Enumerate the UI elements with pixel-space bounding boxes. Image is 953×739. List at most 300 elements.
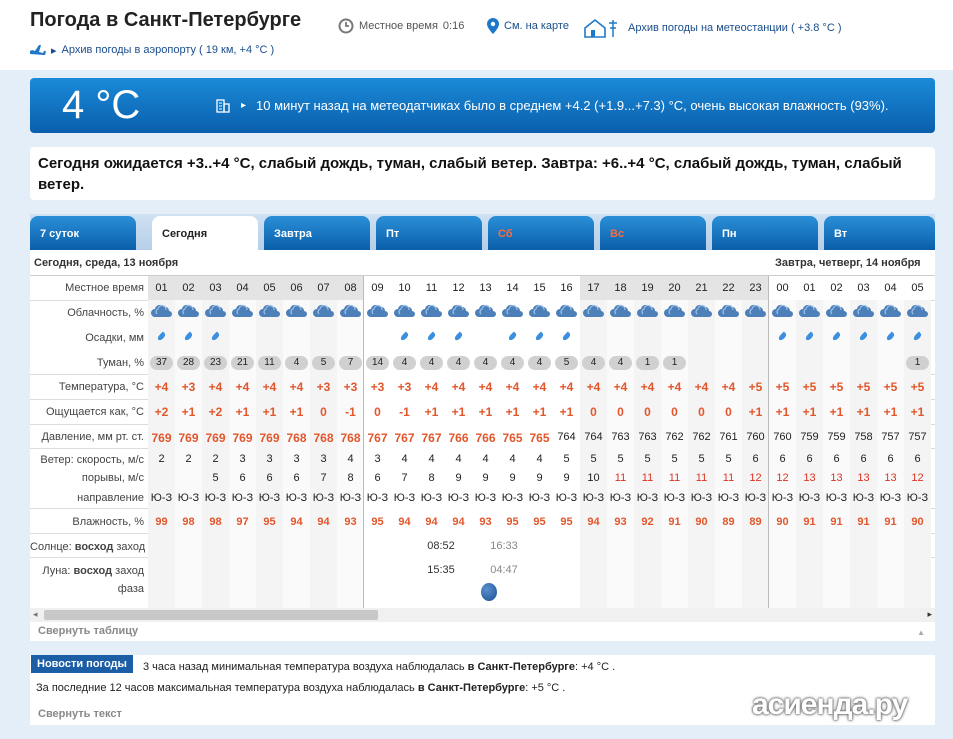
wind-direction: Ю-З [150, 492, 173, 504]
wind-speed-value: 4 [455, 453, 462, 465]
feels-like-value: +1 [181, 405, 196, 419]
wind-direction: Ю-З [879, 492, 902, 504]
temperature-value: +3 [181, 380, 196, 394]
wind-direction: Ю-З [231, 492, 254, 504]
feels-like-value: +1 [829, 405, 844, 419]
wind-gust-value: 9 [455, 472, 462, 484]
wind-direction: Ю-З [474, 492, 497, 504]
tab-7-days[interactable]: 7 суток [30, 216, 136, 250]
wind-gust-value: 11 [668, 472, 681, 484]
pressure-value: 769 [259, 431, 280, 445]
cloud-icon [259, 304, 280, 318]
tab-tue[interactable]: Вт [824, 216, 935, 250]
cloud-icon [799, 304, 820, 318]
wind-direction: Ю-З [366, 492, 389, 504]
news-line-2: За последние 12 часов максимальная температура воздуха наблюдалась в Санкт-Петербурге: +5 °C . [36, 682, 566, 694]
pressure-value: 764 [557, 431, 576, 443]
wind-gust-value: 9 [536, 472, 543, 484]
wind-direction: Ю-З [771, 492, 794, 504]
collapse-table-link[interactable]: Свернуть таблицу [38, 625, 139, 637]
temperature-value: +5 [775, 380, 790, 394]
cloud-icon [691, 304, 712, 318]
wind-gust-value: 11 [614, 472, 627, 484]
wind-speed-value: 4 [428, 453, 435, 465]
hour-label: 18 [614, 282, 627, 294]
wind-gust-value: 10 [587, 472, 600, 484]
pressure-value: 767 [394, 431, 415, 445]
humidity-value: 94 [317, 516, 330, 528]
temperature-value: +4 [424, 380, 439, 394]
rain-drop-icon [859, 332, 869, 342]
wind-speed-value: 5 [617, 453, 624, 465]
hour-column [148, 276, 175, 608]
feels-like-value: +1 [748, 405, 763, 419]
rain-drop-icon [805, 332, 815, 342]
wind-direction: Ю-З [339, 492, 362, 504]
wind-direction: Ю-З [852, 492, 875, 504]
feels-like-value: 0 [698, 405, 705, 419]
feels-like-value: 0 [374, 405, 381, 419]
hour-column [499, 276, 526, 608]
cloud-icon [205, 304, 226, 318]
hour-label: 14 [506, 282, 519, 294]
cloud-icon [556, 304, 577, 318]
collapse-up-icon[interactable]: ▲ [917, 628, 925, 637]
rain-drop-icon [427, 332, 437, 342]
wind-speed-value: 4 [482, 453, 489, 465]
feels-like-value: -1 [345, 405, 356, 419]
local-time: Местное время 0:16 [338, 18, 464, 34]
wind-direction: Ю-З [582, 492, 605, 504]
wind-gust-value: 11 [641, 472, 654, 484]
fog-value: 7 [339, 356, 362, 370]
feels-like-value: 0 [617, 405, 624, 419]
fog-value: 4 [501, 356, 524, 370]
rain-drop-icon [535, 332, 545, 342]
wind-speed-value: 2 [158, 453, 165, 465]
wind-gust-value: 12 [749, 472, 762, 484]
wind-direction: Ю-З [609, 492, 632, 504]
hour-column [229, 276, 256, 608]
feels-like-value: +1 [856, 405, 871, 419]
temperature-value: +4 [640, 380, 655, 394]
wind-direction: Ю-З [501, 492, 524, 504]
wind-speed-value: 5 [644, 453, 651, 465]
moon-phase-icon [481, 583, 497, 601]
hour-column [337, 276, 364, 608]
fog-value: 1 [906, 356, 929, 370]
feels-like-value: 0 [644, 405, 651, 419]
wind-speed-value: 3 [266, 453, 273, 465]
fog-value: 37 [150, 356, 173, 370]
map-pin-icon [487, 18, 499, 34]
temperature-value: +4 [154, 380, 169, 394]
temperature-value: +4 [613, 380, 628, 394]
forecast-table: 7 суток Сегодня Завтра Пт Сб Вс Пн Вт Сегодня, среда, 13 ноября Завтра, четверг, 14 ноября Местное время Облачность, % Осадки, мм Туман, % Температура, °C Ощущается как, °C Давление, мм рт. ст. Ветер: скорость, м/с порывы, м/с направление Влажность, % Солнце: восход заход Луна: восход заход фаза 05 1 +5 +1 757 6 12 Ю-З 90 04 +5 +1 757 6 13 Ю-З 91 03 +5 +1 758 6 13 Ю-З 91 02 +5 +1 759 6 13 Ю-З 91 01 +5 +1 759 6 13 Ю-З 91 00 +5 +1 760 6 12 Ю-З 90 23 +5 +1 760 6 12 Ю-З 89 22 +4 0 761 5 11 Ю-З 89 21 +4 0 762 5 11 Ю-З 90 20 1 +4 0 762 5 11 Ю-З 91 19 1 +4 0 763 5 11 Ю-З 92 18 4 +4 0 763 5 11 Ю-З 93 17 4 +4 0 764 5 10 Ю-З 94 16 5 +4 +1 764 5 9 Ю-З 95 15 4 +4 +1 765 4 9 Ю-З 95 14 4 +4 +1 765 4 9 Ю-З 95 13 4 +4 +1 766 4 9 Ю-З 93 12 4 +4 +1 766 4 9 Ю-З 94 11 4 +4 +1 767 4 8 Ю-З 94 10 4 +3 -1 767 4 7 Ю-З 94 09 14 +3 0 767 3 6 Ю-З 95 08 7 +3 -1 768 4 8 Ю-З 93 07 5 +3 0 768 3 7 Ю-З 94 06 4 +4 +1 768 3 6 Ю-З 94 05 11 +4 +1 769 3 6 Ю-З 95 04 21 +4 +1 769 3 6 Ю-З 97 03 23 +4 +2 769 2 5 Ю-З 98 02 28 +3 +1 769 2 Ю-З 98 01 37 +4 +2 769 2 Ю-З 99 08:52 16:33 15:35 04:47 ◂ ▸ Свернуть таблицу ▲ [30, 214, 935, 641]
hour-label: 21 [695, 282, 708, 294]
humidity-value: 98 [209, 516, 222, 528]
temperature-value: +4 [505, 380, 520, 394]
cloud-icon [907, 304, 928, 318]
cloud-icon [610, 304, 631, 318]
date-row [30, 250, 935, 276]
pressure-value: 768 [286, 431, 307, 445]
temperature-value: +5 [856, 380, 871, 394]
feels-like-value: +1 [478, 405, 493, 419]
hour-column [715, 276, 742, 608]
wind-direction: Ю-З [528, 492, 551, 504]
pressure-value: 759 [827, 431, 846, 443]
scroll-left-icon[interactable]: ◂ [33, 609, 38, 619]
feels-like-value: -1 [399, 405, 410, 419]
news-line-1: 3 часа назад минимальная температура воздуха наблюдалась в Санкт-Петербурге: +4 °C . [143, 661, 616, 673]
humidity-value: 99 [155, 516, 168, 528]
fog-value: 4 [285, 356, 308, 370]
wind-gust-value: 6 [266, 472, 273, 484]
wind-speed-value: 4 [347, 453, 354, 465]
wind-speed-value: 2 [212, 453, 219, 465]
wind-gust-value: 6 [374, 472, 381, 484]
rain-drop-icon [562, 332, 572, 342]
hour-label: 19 [641, 282, 654, 294]
pressure-value: 767 [367, 431, 388, 445]
temperature-value: +4 [289, 380, 304, 394]
horizontal-scrollbar[interactable] [30, 608, 935, 622]
pressure-value: 757 [881, 431, 900, 443]
cloud-icon [772, 304, 793, 318]
tab-mon[interactable]: Пн [712, 216, 818, 250]
humidity-value: 95 [263, 516, 276, 528]
cloud-icon [745, 304, 766, 318]
cloud-icon [502, 304, 523, 318]
wind-speed-value: 4 [536, 453, 543, 465]
temperature-value: +5 [829, 380, 844, 394]
humidity-value: 90 [695, 516, 708, 528]
hour-label: 20 [668, 282, 681, 294]
airplane-icon [30, 43, 46, 57]
feels-like-value: +2 [154, 405, 169, 419]
pressure-value: 769 [151, 431, 172, 445]
cloud-icon [367, 304, 388, 318]
wind-speed-value: 3 [293, 453, 300, 465]
hour-label: 00 [776, 282, 789, 294]
temperature-value: +3 [397, 380, 412, 394]
wind-direction: Ю-З [204, 492, 227, 504]
hour-column [283, 276, 310, 608]
feels-like-value: +1 [424, 405, 439, 419]
wind-speed-value: 2 [185, 453, 192, 465]
cloud-icon [475, 304, 496, 318]
cloud-icon [826, 304, 847, 318]
hour-label: 02 [830, 282, 843, 294]
hour-label: 01 [803, 282, 816, 294]
humidity-value: 94 [398, 516, 411, 528]
wind-speed-value: 5 [590, 453, 597, 465]
pressure-value: 763 [638, 431, 657, 443]
cloud-icon [340, 304, 361, 318]
sunset-time: 16:33 [490, 540, 518, 552]
cloud-icon [178, 304, 199, 318]
wind-direction: Ю-З [663, 492, 686, 504]
temperature-value: +4 [451, 380, 466, 394]
temperature-value: +5 [883, 380, 898, 394]
wind-direction: Ю-З [744, 492, 767, 504]
wind-direction: Ю-З [906, 492, 929, 504]
temperature-value: +5 [910, 380, 925, 394]
hour-label: 03 [209, 282, 222, 294]
cloud-icon [637, 304, 658, 318]
pressure-value: 766 [448, 431, 469, 445]
humidity-value: 95 [506, 516, 519, 528]
fog-value: 14 [366, 356, 389, 370]
hour-column [310, 276, 337, 608]
current-temperature: 4 °C [62, 83, 141, 127]
wind-speed-value: 6 [806, 453, 813, 465]
feels-like-value: +1 [262, 405, 277, 419]
cloud-icon [664, 304, 685, 318]
feels-like-value: +1 [910, 405, 925, 419]
feels-like-value: +1 [505, 405, 520, 419]
fog-value: 4 [474, 356, 497, 370]
clock-icon [338, 18, 354, 34]
humidity-value: 93 [479, 516, 492, 528]
tab-bar [30, 214, 935, 250]
cloud-icon [529, 304, 550, 318]
wind-gust-value: 9 [563, 472, 570, 484]
hour-label: 03 [857, 282, 870, 294]
pressure-value: 769 [232, 431, 253, 445]
hour-column [175, 276, 202, 608]
pressure-value: 763 [611, 431, 630, 443]
wind-speed-value: 3 [320, 453, 327, 465]
tab-fri[interactable]: Пт [376, 216, 482, 250]
hour-column [256, 276, 283, 608]
hour-column [418, 276, 445, 608]
feels-like-value: 0 [725, 405, 732, 419]
fog-value: 1 [636, 356, 659, 370]
hour-column [391, 276, 418, 608]
temperature-value: +4 [235, 380, 250, 394]
hour-label: 10 [398, 282, 411, 294]
temperature-value: +4 [559, 380, 574, 394]
humidity-value: 89 [722, 516, 735, 528]
wind-speed-value: 3 [239, 453, 246, 465]
station-archive-link[interactable]: Архив погоды на метеостанции ( +3.8 °C ) [583, 18, 842, 38]
current-weather-text: 10 минут назад на метеодатчиках было в среднем +4.2 (+1.9...+7.3) °C, очень высокая влажность (93%). [256, 97, 889, 113]
cloud-icon [232, 304, 253, 318]
fog-value: 4 [609, 356, 632, 370]
hour-label: 05 [263, 282, 276, 294]
rain-drop-icon [157, 332, 167, 342]
hour-label: 17 [587, 282, 600, 294]
moonset-time: 04:47 [490, 564, 518, 576]
hour-label: 15 [533, 282, 546, 294]
wind-direction: Ю-З [636, 492, 659, 504]
hour-label: 07 [317, 282, 330, 294]
feels-like-value: +1 [451, 405, 466, 419]
cloud-icon [853, 304, 874, 318]
hour-label: 08 [344, 282, 357, 294]
wind-gust-value: 5 [212, 472, 219, 484]
humidity-value: 95 [371, 516, 384, 528]
humidity-value: 94 [290, 516, 303, 528]
fog-value: 4 [393, 356, 416, 370]
feels-like-value: +1 [289, 405, 304, 419]
hour-column [796, 276, 823, 608]
wind-gust-value: 11 [695, 472, 708, 484]
rain-drop-icon [454, 332, 464, 342]
wind-speed-value: 5 [563, 453, 570, 465]
hour-label: 12 [452, 282, 465, 294]
news-badge[interactable]: Новости погоды [31, 655, 133, 673]
hour-label: 23 [749, 282, 762, 294]
feels-like-value: 0 [590, 405, 597, 419]
wind-speed-value: 4 [401, 453, 408, 465]
page-title: Погода в Санкт-Петербурге [30, 9, 302, 31]
pressure-value: 769 [205, 431, 226, 445]
humidity-value: 91 [884, 516, 897, 528]
fog-value: 4 [420, 356, 443, 370]
pressure-value: 765 [529, 431, 550, 445]
scrollbar-thumb[interactable] [44, 610, 378, 620]
fog-value: 4 [447, 356, 470, 370]
temperature-value: +3 [370, 380, 385, 394]
wind-speed-value: 5 [671, 453, 678, 465]
hour-column [688, 276, 715, 608]
hour-label: 02 [182, 282, 195, 294]
station-icon [583, 18, 623, 38]
feels-like-value: +1 [559, 405, 574, 419]
date-today: Сегодня, среда, 13 ноября [34, 257, 179, 269]
hour-label: 04 [884, 282, 897, 294]
hour-label: 11 [425, 282, 438, 294]
pressure-value: 766 [475, 431, 496, 445]
pressure-value: 758 [854, 431, 873, 443]
airport-archive-link[interactable]: ▸ Архив погоды в аэропорту ( 19 км, +4 °C ) [30, 43, 274, 57]
pressure-value: 759 [800, 431, 819, 443]
feels-like-value: +1 [775, 405, 790, 419]
rain-drop-icon [400, 332, 410, 342]
wind-direction: Ю-З [798, 492, 821, 504]
rain-drop-icon [211, 332, 221, 342]
feels-like-value: +1 [235, 405, 250, 419]
humidity-value: 90 [911, 516, 924, 528]
wind-speed-value: 3 [374, 453, 381, 465]
humidity-value: 91 [803, 516, 816, 528]
wind-speed-value: 5 [698, 453, 705, 465]
wind-speed-value: 5 [725, 453, 732, 465]
wind-speed-value: 6 [779, 453, 786, 465]
rain-drop-icon [886, 332, 896, 342]
hour-label: 22 [722, 282, 735, 294]
fog-value: 4 [528, 356, 551, 370]
hour-column [769, 276, 796, 608]
tab-today[interactable]: Сегодня [152, 216, 258, 250]
tab-sun[interactable]: Вс [600, 216, 706, 250]
cloud-icon [880, 304, 901, 318]
hour-column [904, 276, 931, 608]
wind-direction: Ю-З [555, 492, 578, 504]
fog-value: 4 [582, 356, 605, 370]
tab-sat[interactable]: Сб [488, 216, 594, 250]
pressure-value: 762 [665, 431, 684, 443]
hour-label: 13 [479, 282, 492, 294]
wind-speed-value: 6 [860, 453, 867, 465]
pressure-value: 767 [421, 431, 442, 445]
tab-tomorrow[interactable]: Завтра [264, 216, 370, 250]
building-icon [215, 97, 231, 113]
wind-direction: Ю-З [258, 492, 281, 504]
humidity-value: 94 [425, 516, 438, 528]
humidity-value: 92 [641, 516, 654, 528]
humidity-value: 97 [236, 516, 249, 528]
map-link[interactable]: См. на карте [487, 18, 569, 34]
pressure-value: 757 [908, 431, 927, 443]
cloud-icon [718, 304, 739, 318]
wind-direction: Ю-З [690, 492, 713, 504]
pressure-value: 769 [178, 431, 199, 445]
temperature-value: +4 [478, 380, 493, 394]
fog-value: 1 [663, 356, 686, 370]
humidity-value: 93 [344, 516, 357, 528]
collapse-text-link[interactable]: Свернуть текст [38, 708, 122, 720]
wind-direction: Ю-З [447, 492, 470, 504]
pressure-value: 765 [502, 431, 523, 445]
hour-column [877, 276, 904, 608]
hour-label: 01 [155, 282, 168, 294]
sunrise-time: 08:52 [427, 540, 455, 552]
wind-direction: Ю-З [312, 492, 335, 504]
wind-gust-value: 7 [401, 472, 408, 484]
pressure-value: 761 [719, 431, 738, 443]
temperature-value: +5 [802, 380, 817, 394]
hour-column [661, 276, 688, 608]
feels-like-value: +1 [802, 405, 817, 419]
hour-column [742, 276, 769, 608]
wind-gust-value: 13 [830, 472, 843, 484]
wind-gust-value: 9 [482, 472, 489, 484]
site-logo: асиенда.ру [752, 688, 908, 721]
rain-drop-icon [778, 332, 788, 342]
hour-label: 16 [560, 282, 573, 294]
humidity-value: 95 [560, 516, 573, 528]
humidity-value: 94 [452, 516, 465, 528]
cloud-icon [421, 304, 442, 318]
wind-direction: Ю-З [177, 492, 200, 504]
hour-column [823, 276, 850, 608]
wind-gust-value: 13 [803, 472, 816, 484]
humidity-value: 91 [830, 516, 843, 528]
wind-gust-value: 6 [293, 472, 300, 484]
humidity-value: 90 [776, 516, 789, 528]
humidity-value: 95 [533, 516, 546, 528]
hour-column [364, 276, 391, 608]
rain-drop-icon [184, 332, 194, 342]
scroll-right-icon[interactable]: ▸ [927, 609, 932, 619]
wind-gust-value: 13 [884, 472, 897, 484]
wind-direction: Ю-З [717, 492, 740, 504]
cloud-icon [151, 304, 172, 318]
temperature-value: +4 [532, 380, 547, 394]
hour-column [634, 276, 661, 608]
temperature-value: +3 [316, 380, 331, 394]
date-tomorrow: Завтра, четверг, 14 ноября [775, 257, 921, 269]
humidity-value: 93 [614, 516, 627, 528]
temperature-value: +4 [667, 380, 682, 394]
humidity-value: 98 [182, 516, 195, 528]
feels-like-value: 0 [320, 405, 327, 419]
wind-gust-value: 11 [722, 472, 735, 484]
